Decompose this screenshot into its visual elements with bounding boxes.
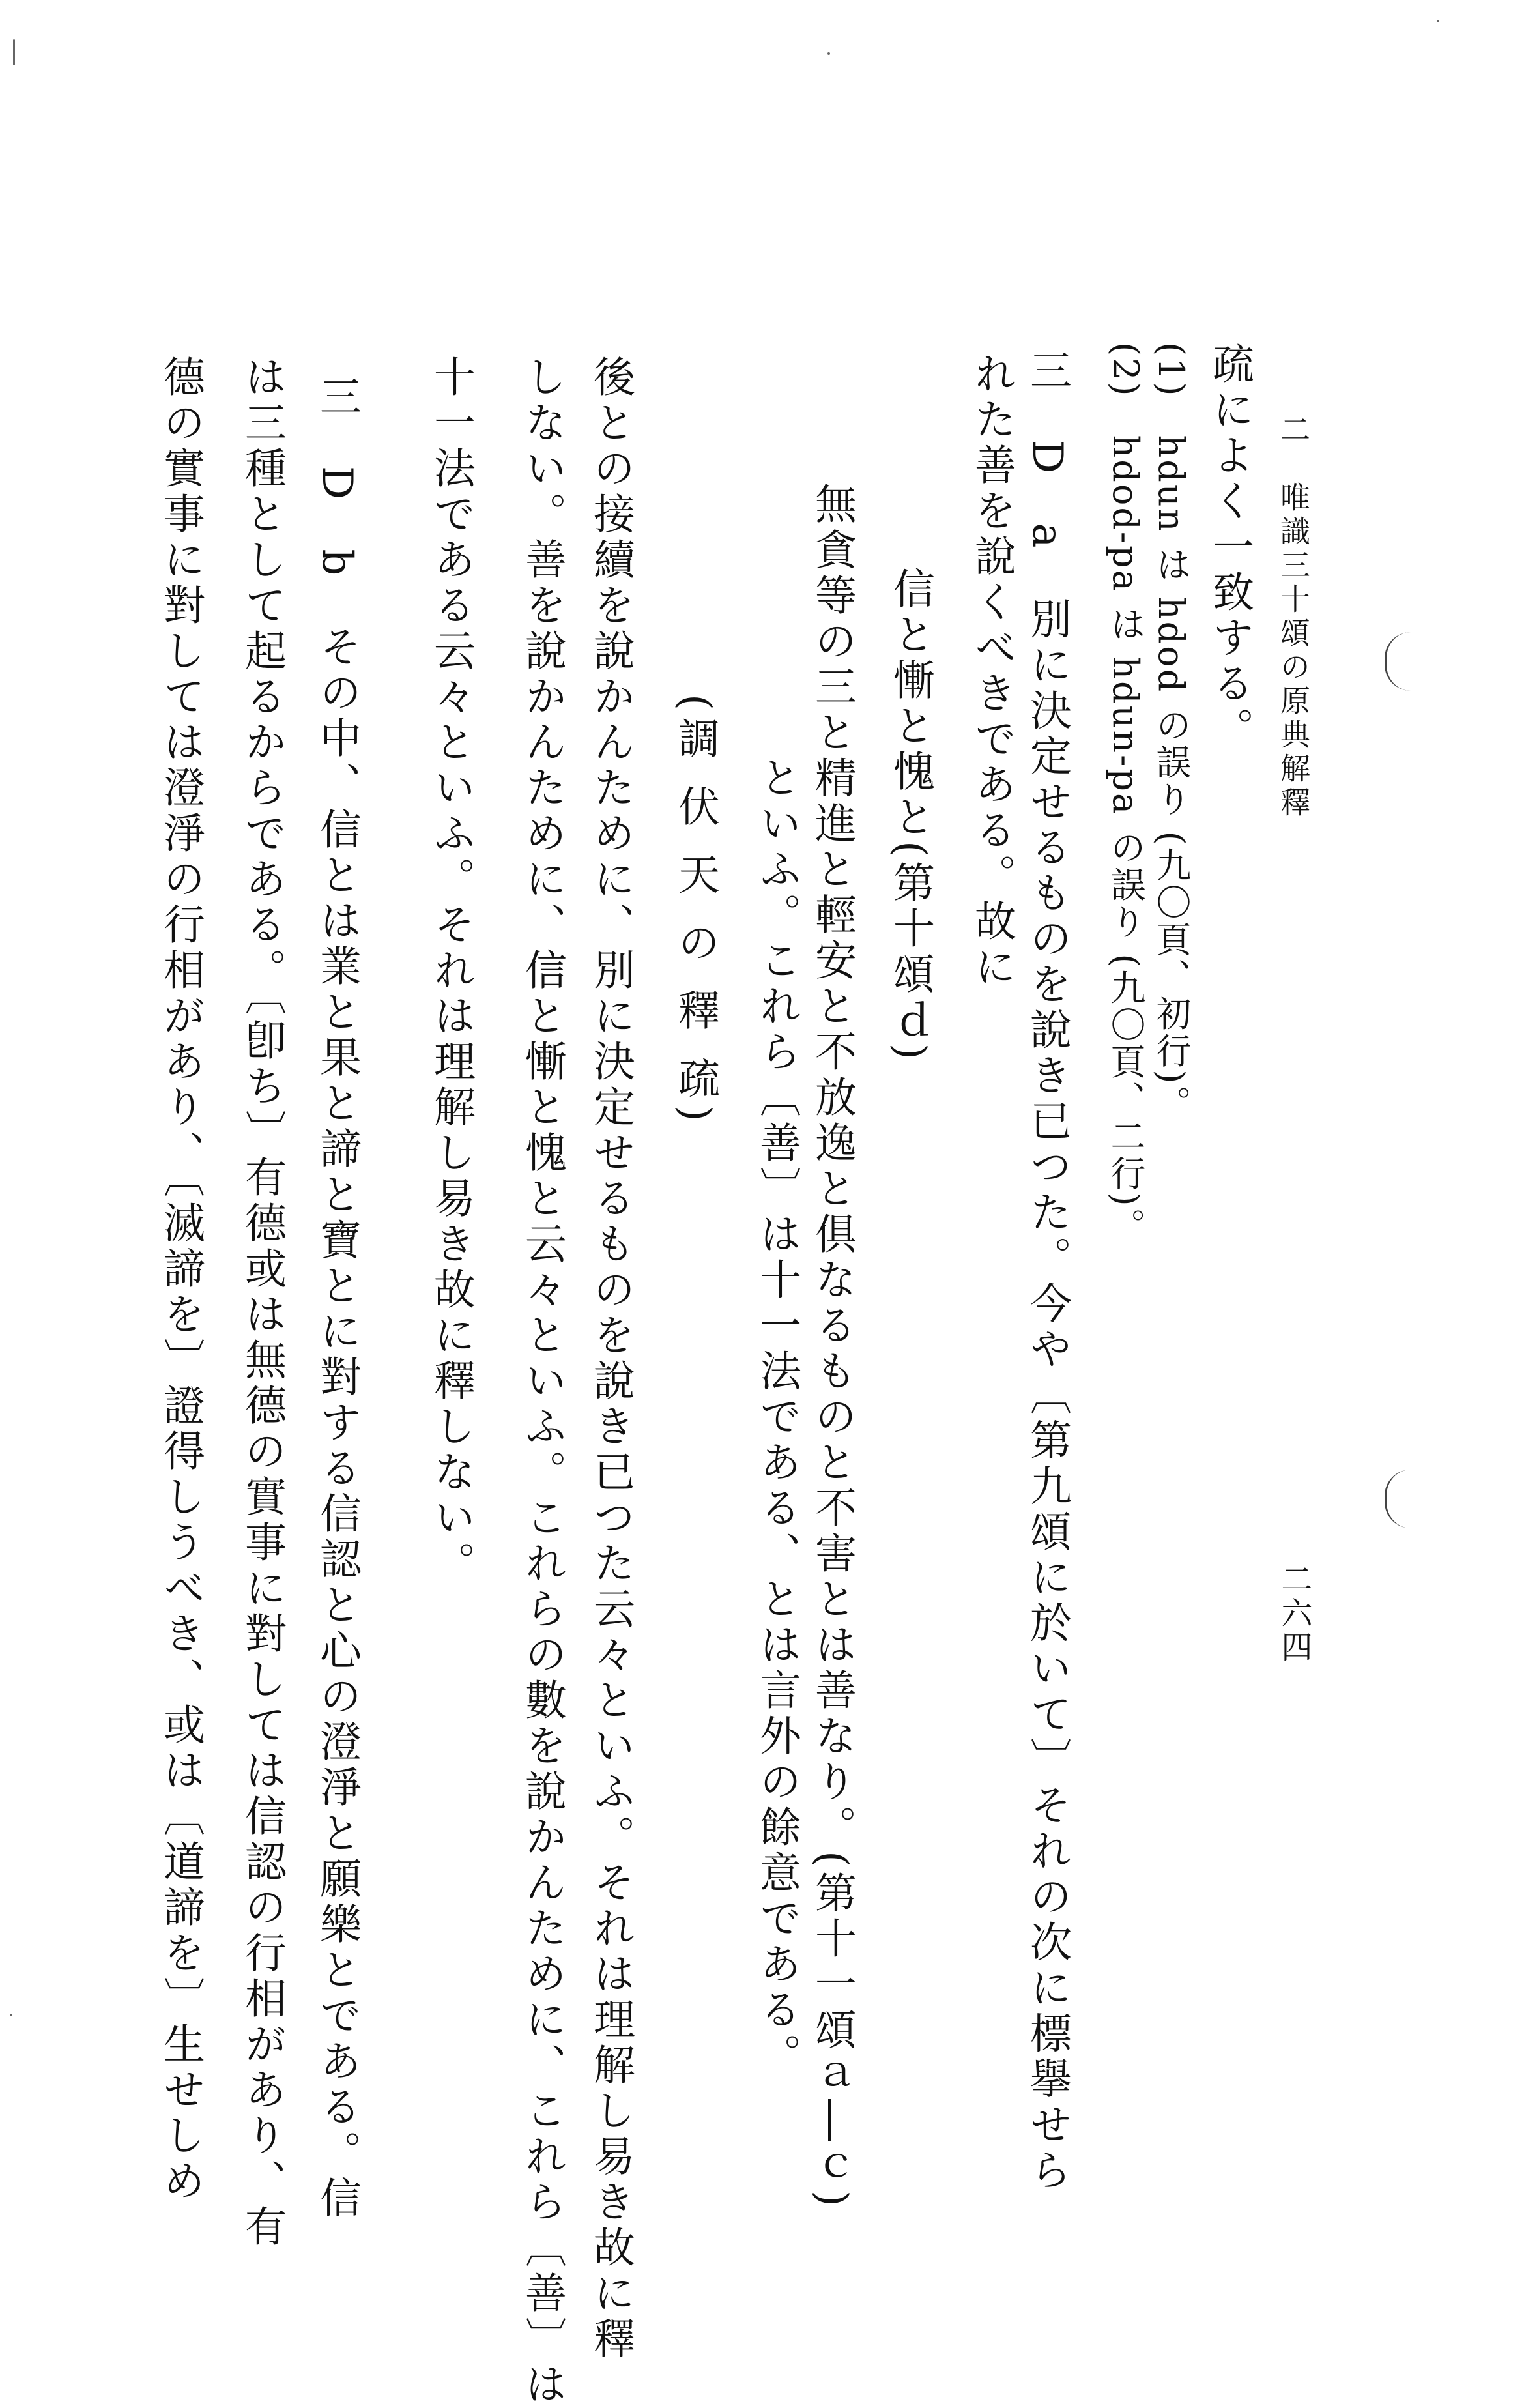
text-line: 疏によく一致する。 [1205,342,1254,753]
text-line: 三 D b その中、信とは業と果と諦と寶とに對する信認と心の澄淨と願樂とである。信 [313,375,361,2222]
running-head: 二 唯識三十頌の原典解釋 [1276,414,1311,820]
footnote-2: (2) hdod-pa は hdun-pa の誤り (九〇頁、二行)。 [1105,342,1146,1245]
text-line: は三種として起るからである。〔卽ち〕有德或は無德の實事に對しては信認の行相があり、有 [238,355,286,2250]
binding-mark [1385,632,1413,691]
commentary-heading: (調 伏 天 の 釋 疏) [671,694,719,1128]
text-line: 德の實事に對しては澄淨の行相があり、〔滅諦を〕證得しうべき、或は〔道諦を〕生せしめ [156,355,205,2205]
scan-speck [13,39,15,65]
verse-line: 信と慚と愧と(第十頌ｄ) [886,567,934,1064]
text-line: 十一法である云々といふ。それは理解し易き故に釋しない。 [427,355,475,1587]
binding-mark [1385,1470,1413,1528]
text-line: といふ。これら〔善〕は十一法である、とは言外の餘意である。 [753,756,801,2079]
text-line: 後との接續を說かんために、別に決定せるものを說き已つた云々といふ。それは理解し易き故に釋 [586,355,635,2362]
text-line: 三 D a 別に決定せるものを說き已つた。今や〔第九頌に於いて〕それの次に標擧せら [1023,349,1071,2194]
text-line: しない。善を說かんために、信と慚と愧と云々といふ。これらの數を說かんために、これら〔善〕は [518,355,566,2408]
text-line: れた善を說くべきである。故に [968,352,1016,991]
footnote-1: (1) hdun は hdod の誤り (九〇頁、初行)。 [1151,342,1192,1123]
page-number: 二六四 [1276,1563,1312,1664]
verse-line: 無貪等の三と精進と輕安と不放逸と俱なるものと不害とは善なり。(第十一頌ａ―ｃ) [808,482,856,2211]
scan-speck [10,2014,12,2016]
scan-speck [827,52,830,55]
scan-speck [1437,20,1439,22]
